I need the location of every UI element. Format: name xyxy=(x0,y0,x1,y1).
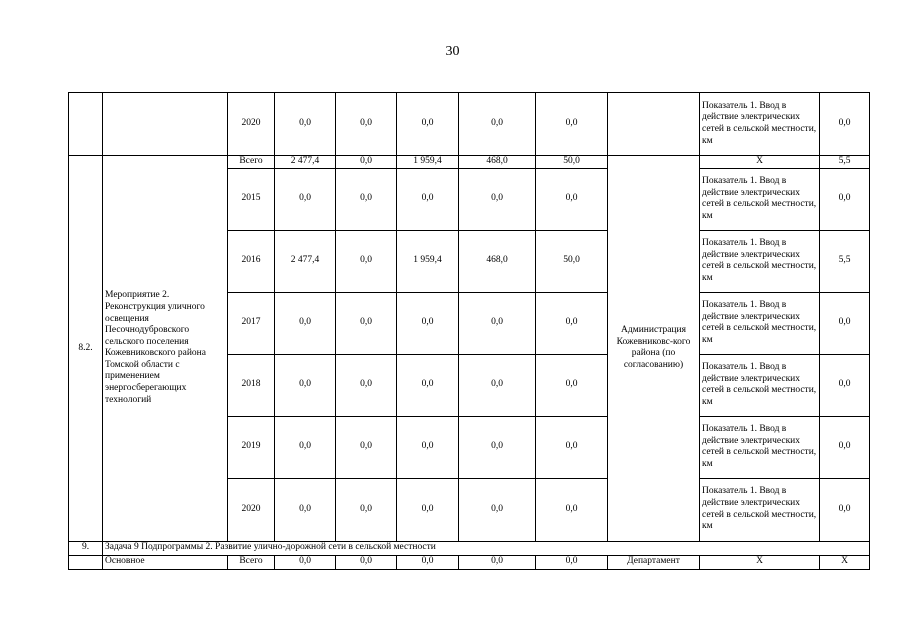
value-cell: 2 477,4 xyxy=(275,156,336,169)
name-cell xyxy=(103,93,228,156)
value-cell: 50,0 xyxy=(536,156,608,169)
value-cell: 0,0 xyxy=(275,168,336,230)
year-cell: 2020 xyxy=(228,93,275,156)
executor-cell: Департамент xyxy=(608,555,700,569)
indicator-value-cell: Х xyxy=(820,555,870,569)
indicator-cell: Показатель 1. Ввод в действие электрических сетей в сельской местности, км xyxy=(700,478,820,541)
value-cell: 0,0 xyxy=(536,555,608,569)
value-cell: 50,0 xyxy=(536,230,608,292)
value-cell: 0,0 xyxy=(536,416,608,478)
value-cell: 0,0 xyxy=(459,168,536,230)
task-number-cell: 9. xyxy=(69,541,103,555)
indicator-value-cell: 5,5 xyxy=(820,156,870,169)
value-cell: 468,0 xyxy=(459,230,536,292)
measure-name-cell: Мероприятие 2. Реконструкция уличного освещения Песочнодубровского сельского поселения Кожевниковского района Томской области с применением энергосберегающих технологий xyxy=(103,156,228,542)
value-cell: 1 959,4 xyxy=(397,230,459,292)
indicator-cell: Показатель 1. Ввод в действие электрических сетей в сельской местности, км xyxy=(700,292,820,354)
value-cell: 0,0 xyxy=(275,93,336,156)
indicator-value-cell: 0,0 xyxy=(820,93,870,156)
value-cell: 0,0 xyxy=(336,416,397,478)
value-cell: 0,0 xyxy=(536,93,608,156)
value-cell: 0,0 xyxy=(397,354,459,416)
indicator-cell: Показатель 1. Ввод в действие электрических сетей в сельской местности, км xyxy=(700,354,820,416)
value-cell: 1 959,4 xyxy=(397,156,459,169)
value-cell: 0,0 xyxy=(336,292,397,354)
year-cell: 2019 xyxy=(228,416,275,478)
year-cell: Всего xyxy=(228,555,275,569)
value-cell: 0,0 xyxy=(397,168,459,230)
measure-name-cell: Основное xyxy=(103,555,228,569)
executor-cell xyxy=(608,93,700,156)
table-row xyxy=(69,541,870,555)
year-cell: 2018 xyxy=(228,354,275,416)
indicator-cell: Показатель 1. Ввод в действие электрических сетей в сельской местности, км xyxy=(700,230,820,292)
number-cell xyxy=(69,555,103,569)
value-cell: 0,0 xyxy=(336,230,397,292)
year-cell: 2015 xyxy=(228,168,275,230)
value-cell: 0,0 xyxy=(275,555,336,569)
indicator-cell: Х xyxy=(700,156,820,169)
value-cell: 0,0 xyxy=(536,354,608,416)
value-cell: 0,0 xyxy=(459,478,536,541)
indicator-value-cell: 0,0 xyxy=(820,416,870,478)
indicator-cell: Показатель 1. Ввод в действие электрических сетей в сельской местности, км xyxy=(700,93,820,156)
table-row xyxy=(69,156,870,169)
value-cell: 0,0 xyxy=(336,168,397,230)
value-cell: 0,0 xyxy=(459,416,536,478)
value-cell: 0,0 xyxy=(459,354,536,416)
indicator-cell: Х xyxy=(700,555,820,569)
value-cell: 468,0 xyxy=(459,156,536,169)
budget-table xyxy=(68,92,870,570)
value-cell: 0,0 xyxy=(336,555,397,569)
indicator-value-cell: 0,0 xyxy=(820,478,870,541)
indicator-cell: Показатель 1. Ввод в действие электрических сетей в сельской местности, км xyxy=(700,416,820,478)
year-cell: 2016 xyxy=(228,230,275,292)
value-cell: 0,0 xyxy=(536,478,608,541)
value-cell: 0,0 xyxy=(536,168,608,230)
value-cell: 0,0 xyxy=(336,156,397,169)
value-cell: 0,0 xyxy=(275,354,336,416)
value-cell: 0,0 xyxy=(397,416,459,478)
indicator-value-cell: 0,0 xyxy=(820,354,870,416)
indicator-value-cell: 5,5 xyxy=(820,230,870,292)
year-cell: 2017 xyxy=(228,292,275,354)
value-cell: 0,0 xyxy=(459,93,536,156)
value-cell: 0,0 xyxy=(275,478,336,541)
indicator-cell: Показатель 1. Ввод в действие электрических сетей в сельской местности, км xyxy=(700,168,820,230)
value-cell: 2 477,4 xyxy=(275,230,336,292)
table-row xyxy=(69,93,870,156)
year-cell: 2020 xyxy=(228,478,275,541)
indicator-value-cell: 0,0 xyxy=(820,292,870,354)
value-cell: 0,0 xyxy=(397,93,459,156)
value-cell: 0,0 xyxy=(336,93,397,156)
page-number: 30 xyxy=(445,44,460,59)
task-title-cell: Задача 9 Подпрограммы 2. Развитие улично-дорожной сети в сельской местности xyxy=(103,541,870,555)
value-cell: 0,0 xyxy=(397,555,459,569)
value-cell: 0,0 xyxy=(397,292,459,354)
executor-cell: Администрация Кожевниковс-кого района (по согласованию) xyxy=(608,156,700,542)
value-cell: 0,0 xyxy=(536,292,608,354)
value-cell: 0,0 xyxy=(397,478,459,541)
value-cell: 0,0 xyxy=(275,416,336,478)
table-row xyxy=(69,555,870,569)
indicator-value-cell: 0,0 xyxy=(820,168,870,230)
value-cell: 0,0 xyxy=(459,555,536,569)
value-cell: 0,0 xyxy=(459,292,536,354)
value-cell: 0,0 xyxy=(275,292,336,354)
value-cell: 0,0 xyxy=(336,478,397,541)
year-cell: Всего xyxy=(228,156,275,169)
value-cell: 0,0 xyxy=(336,354,397,416)
number-cell xyxy=(69,93,103,156)
number-cell: 8.2. xyxy=(69,156,103,542)
